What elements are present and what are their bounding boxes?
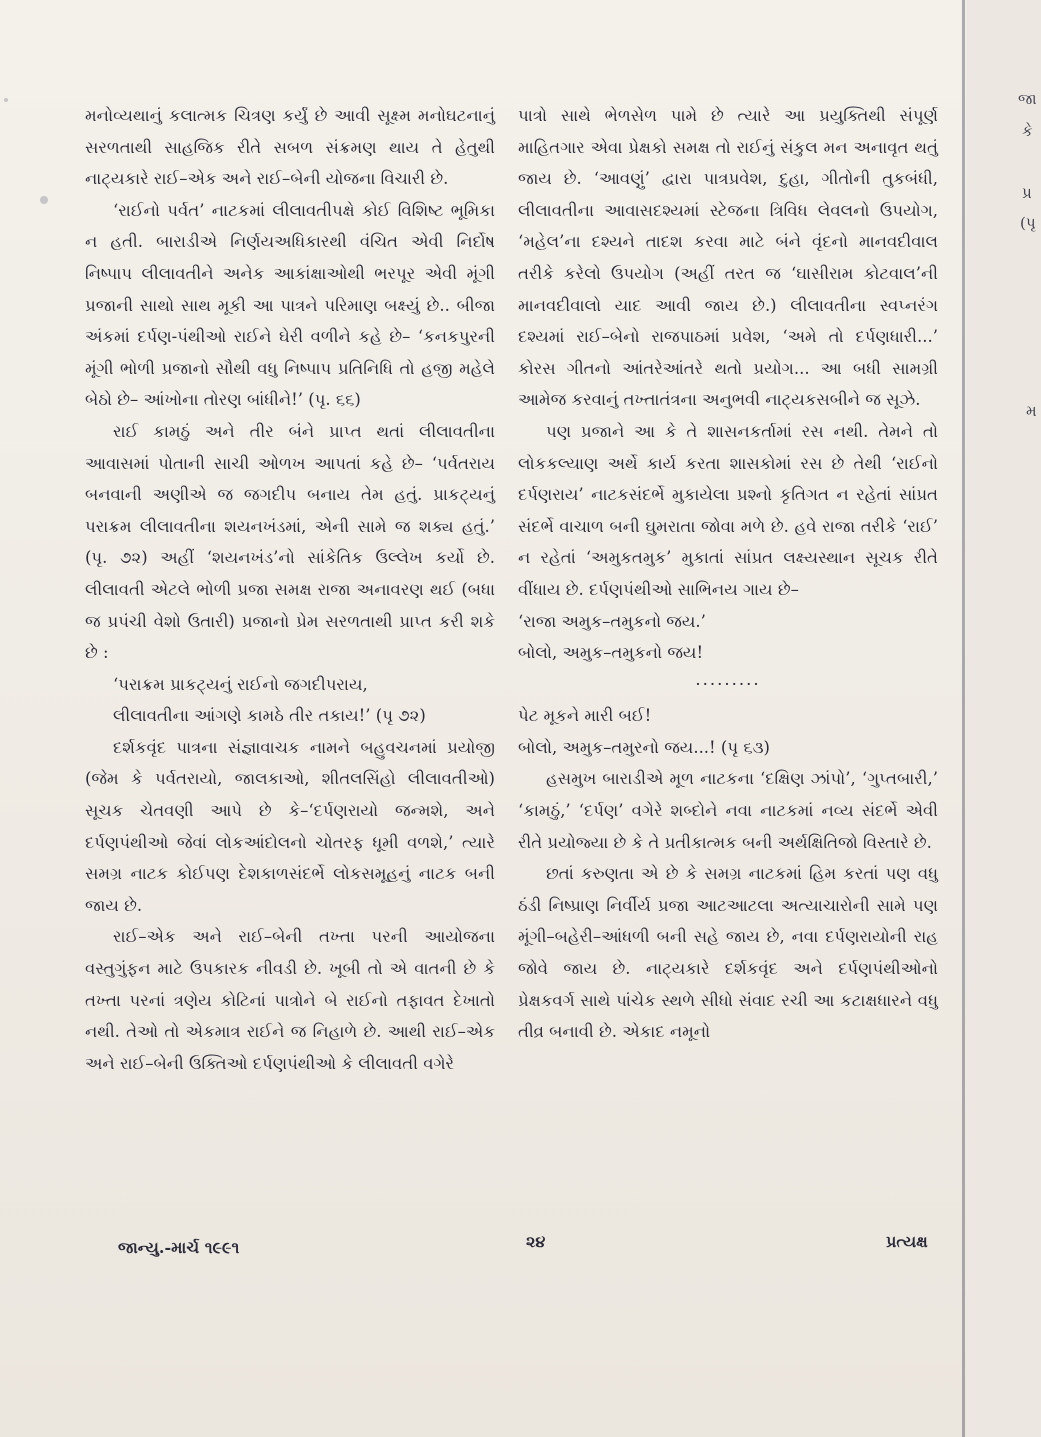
bleed-fragment: (પૃ xyxy=(1020,214,1036,232)
bleed-fragment: જા xyxy=(1018,90,1037,108)
verse-line: બોલો, અમુક–તમુકનો જય! xyxy=(518,643,704,663)
verse-line: ‘પરાક્રમ પ્રાકટ્યનું રાઈનો જગદીપરાય, xyxy=(113,674,368,694)
paragraph: પાત્રો સાથે ભેળસેળ પામે છે ત્યારે આ પ્રયુક્તિથી સંપૂર્ણ માહિતગાર એવા પ્રેક્ષકો સમક્ષ તો રાઈનું સંકુલ મન અનાવૃત થતું જાય છે. ‘આવણું’ દ્વારા પાત્રપ્રવેશ, દુહા, ગીતોની તુકબંધી, લીલાવતીના આવાસદશ્યમાં સ્ટેજના ત્રિવિધ લેવલનો ઉપયોગ, ‘મહેલ’ના દશ્યને તાદશ કરવા માટે બંને વૃંદનો માનવદીવાલ તરીકે કરેલો ઉપયોગ (અહીં તરત જ ‘ઘાસીરામ કોટવાલ’ની માનવદીવાલો યાદ આવી જાય છે.) લીલાવતીના સ્વપ્નરંગ દશ્યમાં રાઈ–બેનો રાજપાઠમાં પ્રવેશ, ‘અમે તો દર્પણધારી...’ કોરસ ગીતનો આંતરેઆંતરે થતો પ્રયોગ... આ બધી સામગ્રી આમેજ કરવાનું તખ્તાતંત્રના અનુભવી નાટ્યકસબીને જ સૂઝે. xyxy=(518,106,938,410)
right-column xyxy=(518,100,938,1048)
page-footer xyxy=(0,1232,960,1272)
paragraph: છતાં કરુણતા એ છે કે સમગ્ર નાટકમાં હિમ કરતાં પણ વધુ ઠંડી નિષ્પ્રાણ નિર્વીર્ય પ્રજા આટઆટલા અત્યાચારોની સામે પણ મૂંગી–બહેરી–આંધળી બની સહે જાય છે, નવા દર્પણરાયોની રાહ જોવે જાય છે. નાટ્યકારે દર્શકવૃંદ અને દર્પણપંથીઓનો પ્રેક્ષકવર્ગ સાથે પાંચેક સ્થળે સીધો સંવાદ રચી આ કટાક્ષધારને વધુ તીવ્ર બનાવી છે. એકાદ નમૂનો xyxy=(518,864,938,1042)
ellipsis-divider: ········· xyxy=(695,674,761,694)
bleed-fragment: પ્ર xyxy=(1022,184,1032,202)
page-fold-line xyxy=(962,0,965,1437)
verse-line: બોલો, અમુક–તમુરનો જય...! (પૃ ૬૩) xyxy=(518,737,770,757)
adjacent-page-strip xyxy=(966,0,1041,1437)
page-number: ૨૪ xyxy=(526,1232,546,1251)
bleed-fragment: કે xyxy=(1022,122,1033,140)
magazine-name: પ્રત્યક્ષ xyxy=(886,1232,928,1251)
scan-speck xyxy=(40,196,48,204)
paragraph: ‘રાઈનો પર્વત’ નાટકમાં લીલાવતીપક્ષે કોઈ વિશિષ્ટ ભૂમિકા ન હતી. બારાડીએ નિર્ણયઅધિકારથી વંચિત એવી નિર્દોષ નિષ્પાપ લીલાવતીને અનેક આકાંક્ષાઓથી ભરપૂર એવી મૂંગી પ્રજાની સાથો સાથ મૂકી આ પાત્રને પરિમાણ બક્ષ્યું છે.. બીજા અંકમાં દર્પણ-પંથીઓ રાઈને ઘેરી વળીને કહે છે– ‘કનકપુરની મૂંગી ભોળી પ્રજાનો સૌથી વધુ નિષ્પાપ પ્રતિનિધિ તો હજી મહેલે બેઠો છે– આંખોના તોરણ બાંધીને!’ (પૃ. ૬૬) xyxy=(85,200,495,410)
issue-date: જાન્યુ.-માર્ચ ૧૯૯૧ xyxy=(118,1238,240,1257)
paragraph: હસમુખ બારાડીએ મૂળ નાટકના ‘દક્ષિણ ઝાંપો’, ‘ગુપ્તબારી,’ ‘કામઠું,’ ‘દર્પણ’ વગેરે શબ્દોને નવા નાટકમાં નવ્ય સંદર્ભે એવી રીતે પ્રયોજ્યા છે કે તે પ્રતીકાત્મક બની અર્થક્ષિતિજો વિસ્તારે છે. xyxy=(518,769,938,852)
left-column xyxy=(85,100,495,1079)
verse-line: ‘રાજા અમુક–તમુકનો જય.’ xyxy=(518,611,706,631)
verse-line: પેટ મૂકને મારી બઈ! xyxy=(518,706,652,726)
bleed-fragment: મ xyxy=(1026,402,1037,420)
paragraph: પણ પ્રજાને આ કે તે શાસનકર્તામાં રસ નથી. તેમને તો લોકકલ્યાણ અર્થે કાર્ય કરતા શાસકોમાં રસ છે તેથી ‘રાઈનો દર્પણરાય’ નાટકસંદર્ભે મુકાયેલા પ્રશ્નો કૃતિગત ન રહેતાં સાંપ્રત સંદર્ભે વાચાળ બની ઘુમરાતા જોવા મળે છે. હવે રાજા તરીકે ‘રાઈ’ ન રહેતાં ‘અમુકતમુક’ મુકાતાં સાંપ્રત લક્ષ્યસ્થાન સૂચક રીતે વીંધાય છે. દર્પણપંથીઓ સાભિનય ગાય છે– xyxy=(518,421,938,599)
paragraph: મનોવ્યથાનું કલાત્મક ચિત્રણ કર્યું છે આવી સૂક્ષ્મ મનોઘટનાનું સરળતાથી સાહજિક રીતે સબળ સંક્રમણ થાય તે હેતુથી નાટ્યકારે રાઈ–એક અને રાઈ–બેની યોજના વિચારી છે. xyxy=(85,106,495,189)
paragraph: રાઈ કામઠું અને તીર બંને પ્રાપ્ત થતાં લીલાવતીના આવાસમાં પોતાની સાચી ઓળખ આપતાં કહે છે– ‘પર્વતરાય બનવાની અણીએ જ જગદીપ બનાય તેમ હતું. પ્રાકટ્યનું પરાક્રમ લીલાવતીના શયનખંડમાં, એની સામે જ શક્ય હતું.’ (પૃ. ૭૨) અહીં ‘શયનખંડ’નો સાંકેતિક ઉલ્લેખ કર્યો છે. લીલાવતી એટલે ભોળી પ્રજા સમક્ષ રાજા અનાવરણ થઈ (બધા જ પ્રપંચી વેશો ઉતારી) પ્રજાનો પ્રેમ સરળતાથી પ્રાપ્ત કરી શકે છે : xyxy=(85,421,495,663)
scan-speck xyxy=(4,98,8,102)
paragraph: દર્શકવૃંદ પાત્રના સંજ્ઞાવાચક નામને બહુવચનમાં પ્રયોજી (જેમ કે પર્વતરાયો, જાલકાઓ, શીતલસિંહો લીલાવતીઓ) સૂચક ચેતવણી આપે છે કે–‘દર્પણરાયો જન્મશે, અને દર્પણપંથીઓ જેવાં લોકઆંદોલનો ચોતરફ ધૂમી વળશે,’ ત્યારે સમગ્ર નાટક કોઈપણ દેશકાળસંદર્ભે લોકસમૂહનું નાટક બની જાય છે. xyxy=(85,737,495,915)
paragraph: રાઈ–એક અને રાઈ–બેની તખ્તા પરની આયોજના વસ્તુગુંફન માટે ઉપકારક નીવડી છે. ખૂબી તો એ વાતની છે કે તખ્તા પરનાં ત્રણેય કોટિનાં પાત્રોને બે રાઈનો તફાવત દેખાતો નથી. તેઓ તો એકમાત્ર રાઈને જ નિહાળે છે. આથી રાઈ–એક અને રાઈ–બેની ઉક્તિઓ દર્પણપંથીઓ કે લીલાવતી વગેરે xyxy=(85,927,495,1073)
verse-line: લીલાવતીના આંગણે કામઠે તીર તકાય!’ (પૃ ૭૨) xyxy=(113,706,426,726)
